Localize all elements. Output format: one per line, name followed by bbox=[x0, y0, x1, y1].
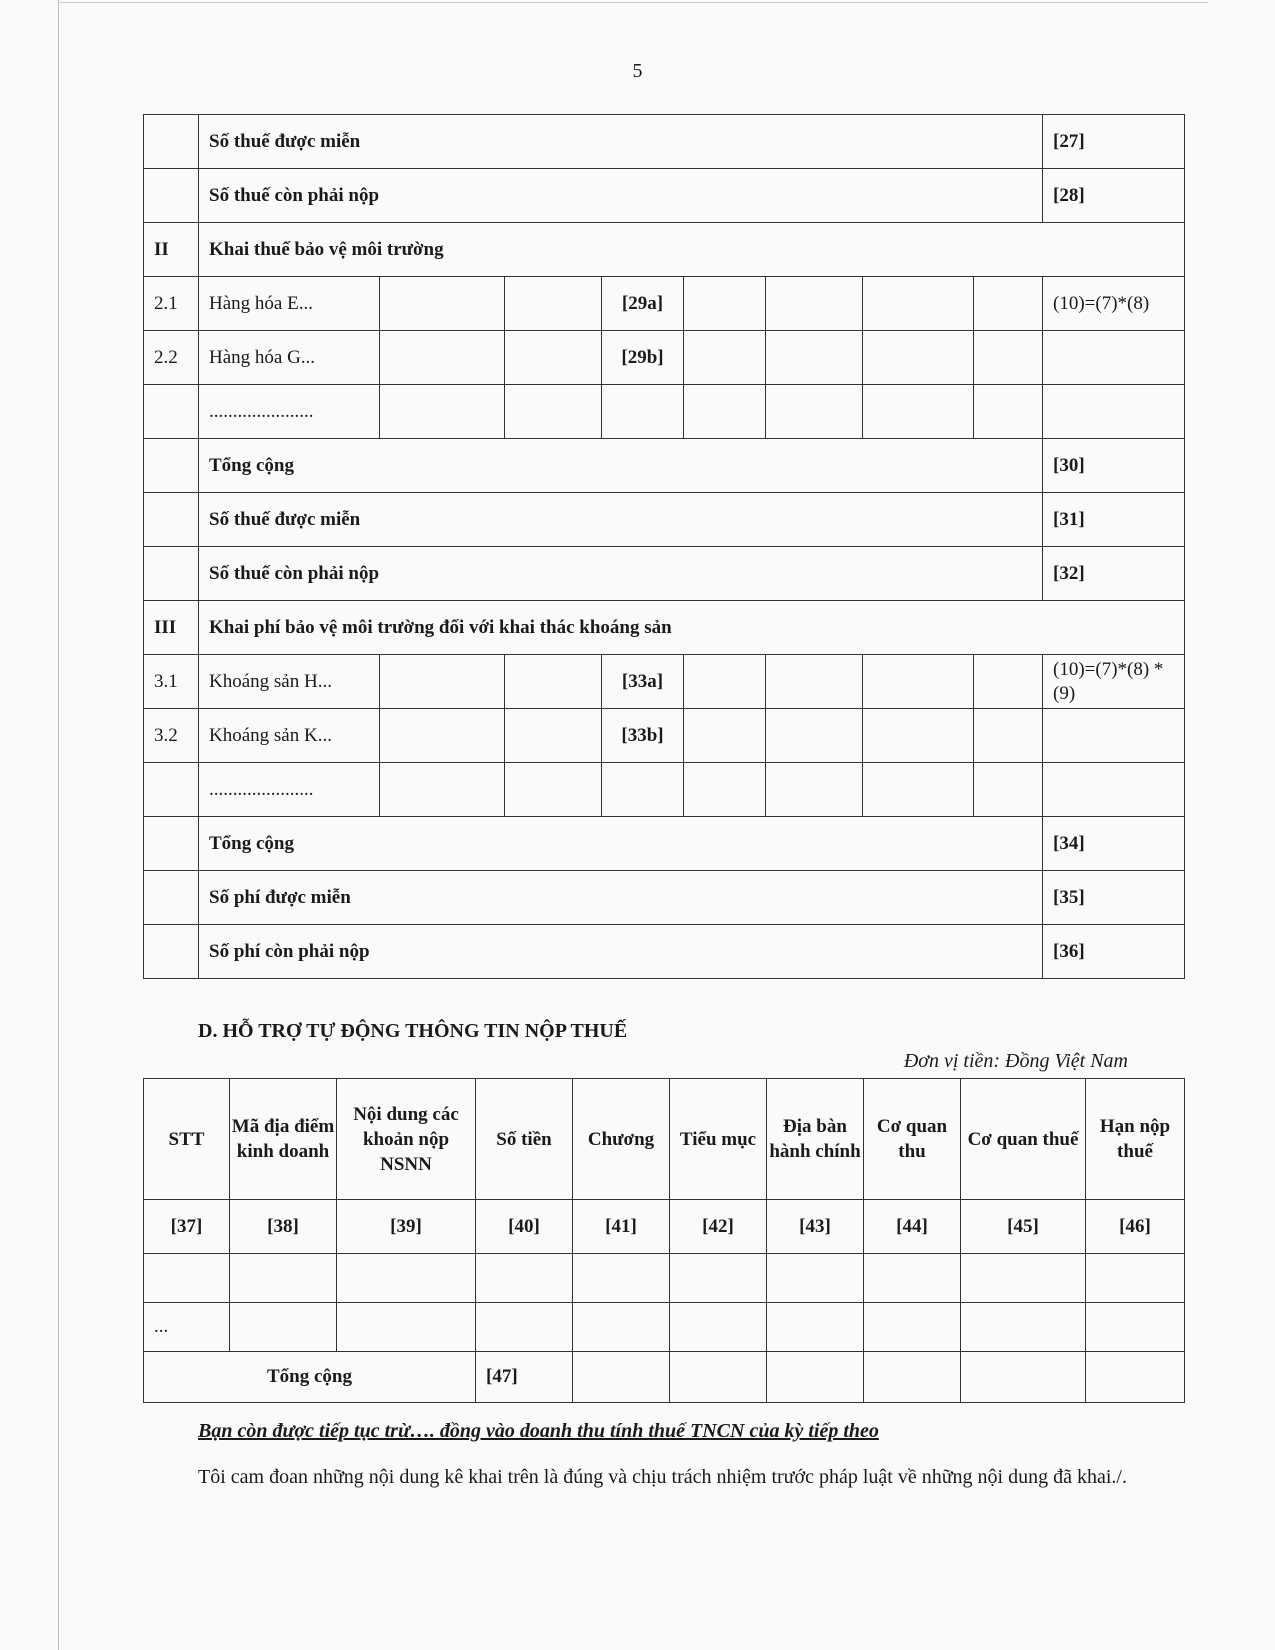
item-number: 3.2 bbox=[144, 709, 199, 763]
row-label: Số phí còn phải nộp bbox=[199, 925, 1043, 979]
item-label: Khoáng sản K... bbox=[199, 709, 380, 763]
field-code: [43] bbox=[767, 1200, 864, 1254]
field-code: [41] bbox=[573, 1200, 670, 1254]
field-code: [29a] bbox=[602, 277, 684, 331]
table-row bbox=[144, 277, 1185, 331]
tax-declaration-table bbox=[143, 114, 1185, 979]
column-header: Hạn nộp thuế bbox=[1086, 1079, 1185, 1200]
ellipsis-cell: ... bbox=[144, 1303, 230, 1352]
field-code: [34] bbox=[1043, 817, 1185, 871]
table-row bbox=[144, 169, 1185, 223]
field-code: [33a] bbox=[602, 655, 684, 709]
field-code: [47] bbox=[476, 1352, 573, 1403]
item-number: 2.2 bbox=[144, 331, 199, 385]
field-code: [32] bbox=[1043, 547, 1185, 601]
table-row bbox=[144, 655, 1185, 709]
section-header-row bbox=[144, 223, 1185, 277]
field-code: [28] bbox=[1043, 169, 1185, 223]
field-code: [37] bbox=[144, 1200, 230, 1254]
row-label: Tổng cộng bbox=[199, 817, 1043, 871]
field-code: [40] bbox=[476, 1200, 573, 1254]
page-number: 5 bbox=[632, 60, 643, 82]
row-label: Số thuế còn phải nộp bbox=[199, 169, 1043, 223]
field-code: [39] bbox=[337, 1200, 476, 1254]
header-row bbox=[144, 1079, 1185, 1200]
section-number: III bbox=[144, 601, 199, 655]
table-row bbox=[144, 763, 1185, 817]
payment-info-table bbox=[143, 1078, 1185, 1403]
field-code: [29b] bbox=[602, 331, 684, 385]
field-code: [45] bbox=[961, 1200, 1086, 1254]
item-label: ...................... bbox=[199, 385, 380, 439]
item-number: 3.1 bbox=[144, 655, 199, 709]
item-label: Hàng hóa E... bbox=[199, 277, 380, 331]
table-row bbox=[144, 817, 1185, 871]
table-row bbox=[144, 115, 1185, 169]
field-code: [36] bbox=[1043, 925, 1185, 979]
table-row bbox=[144, 1303, 1185, 1352]
table-row bbox=[144, 493, 1185, 547]
table-row bbox=[144, 871, 1185, 925]
field-code: [27] bbox=[1043, 115, 1185, 169]
column-header: STT bbox=[144, 1079, 230, 1200]
formula-note: (10)=(7)*(8) *(9) bbox=[1043, 655, 1185, 709]
section-header-row bbox=[144, 601, 1185, 655]
item-number: 2.1 bbox=[144, 277, 199, 331]
page-edge bbox=[58, 0, 59, 1650]
formula-note: (10)=(7)*(8) bbox=[1043, 277, 1185, 331]
item-label: Hàng hóa G... bbox=[199, 331, 380, 385]
field-code: [38] bbox=[230, 1200, 337, 1254]
currency-unit: Đơn vị tiền: Đồng Việt Nam bbox=[903, 1050, 1128, 1072]
row-label: Số thuế được miễn bbox=[199, 493, 1043, 547]
column-header: Tiểu mục bbox=[670, 1079, 767, 1200]
total-row bbox=[144, 1352, 1185, 1403]
row-label: Số thuế được miễn bbox=[199, 115, 1043, 169]
item-label: ...................... bbox=[199, 763, 380, 817]
field-code: [44] bbox=[864, 1200, 961, 1254]
page-top-edge bbox=[58, 2, 1208, 3]
row-label: Số phí được miễn bbox=[199, 871, 1043, 925]
row-label: Số thuế còn phải nộp bbox=[199, 547, 1043, 601]
section-d-title: D. HỖ TRỢ TỰ ĐỘNG THÔNG TIN NỘP THUẾ bbox=[198, 1020, 628, 1042]
total-label: Tổng cộng bbox=[144, 1352, 476, 1403]
table-row bbox=[144, 385, 1185, 439]
section-number: II bbox=[144, 223, 199, 277]
field-code: [31] bbox=[1043, 493, 1185, 547]
field-code: [33b] bbox=[602, 709, 684, 763]
declaration-text: Tôi cam đoan những nội dung kê khai trên là đúng và chịu trách nhiệm trước pháp luật về những nội dung đã khai./. bbox=[198, 1466, 1127, 1488]
field-code: [42] bbox=[670, 1200, 767, 1254]
table-row bbox=[144, 1254, 1185, 1303]
column-header: Cơ quan thu bbox=[864, 1079, 961, 1200]
table-row bbox=[144, 709, 1185, 763]
column-header: Số tiền bbox=[476, 1079, 573, 1200]
table-row bbox=[144, 439, 1185, 493]
table-row bbox=[144, 925, 1185, 979]
column-header: Nội dung các khoản nộp NSNN bbox=[337, 1079, 476, 1200]
column-header: Địa bàn hành chính bbox=[767, 1079, 864, 1200]
code-row bbox=[144, 1200, 1185, 1254]
column-header: Cơ quan thuế bbox=[961, 1079, 1086, 1200]
field-code: [46] bbox=[1086, 1200, 1185, 1254]
item-label: Khoáng sản H... bbox=[199, 655, 380, 709]
column-header: Chương bbox=[573, 1079, 670, 1200]
field-code: [35] bbox=[1043, 871, 1185, 925]
field-code: [30] bbox=[1043, 439, 1185, 493]
row-label: Tổng cộng bbox=[199, 439, 1043, 493]
section-title: Khai phí bảo vệ môi trường đối với khai thác khoáng sản bbox=[199, 601, 1185, 655]
column-header: Mã địa điểm kinh doanh bbox=[230, 1079, 337, 1200]
carry-forward-note: Bạn còn được tiếp tục trừ…. đồng vào doanh thu tính thuế TNCN của kỳ tiếp theo bbox=[198, 1420, 879, 1442]
section-title: Khai thuế bảo vệ môi trường bbox=[199, 223, 1185, 277]
table-row bbox=[144, 547, 1185, 601]
table-row bbox=[144, 331, 1185, 385]
